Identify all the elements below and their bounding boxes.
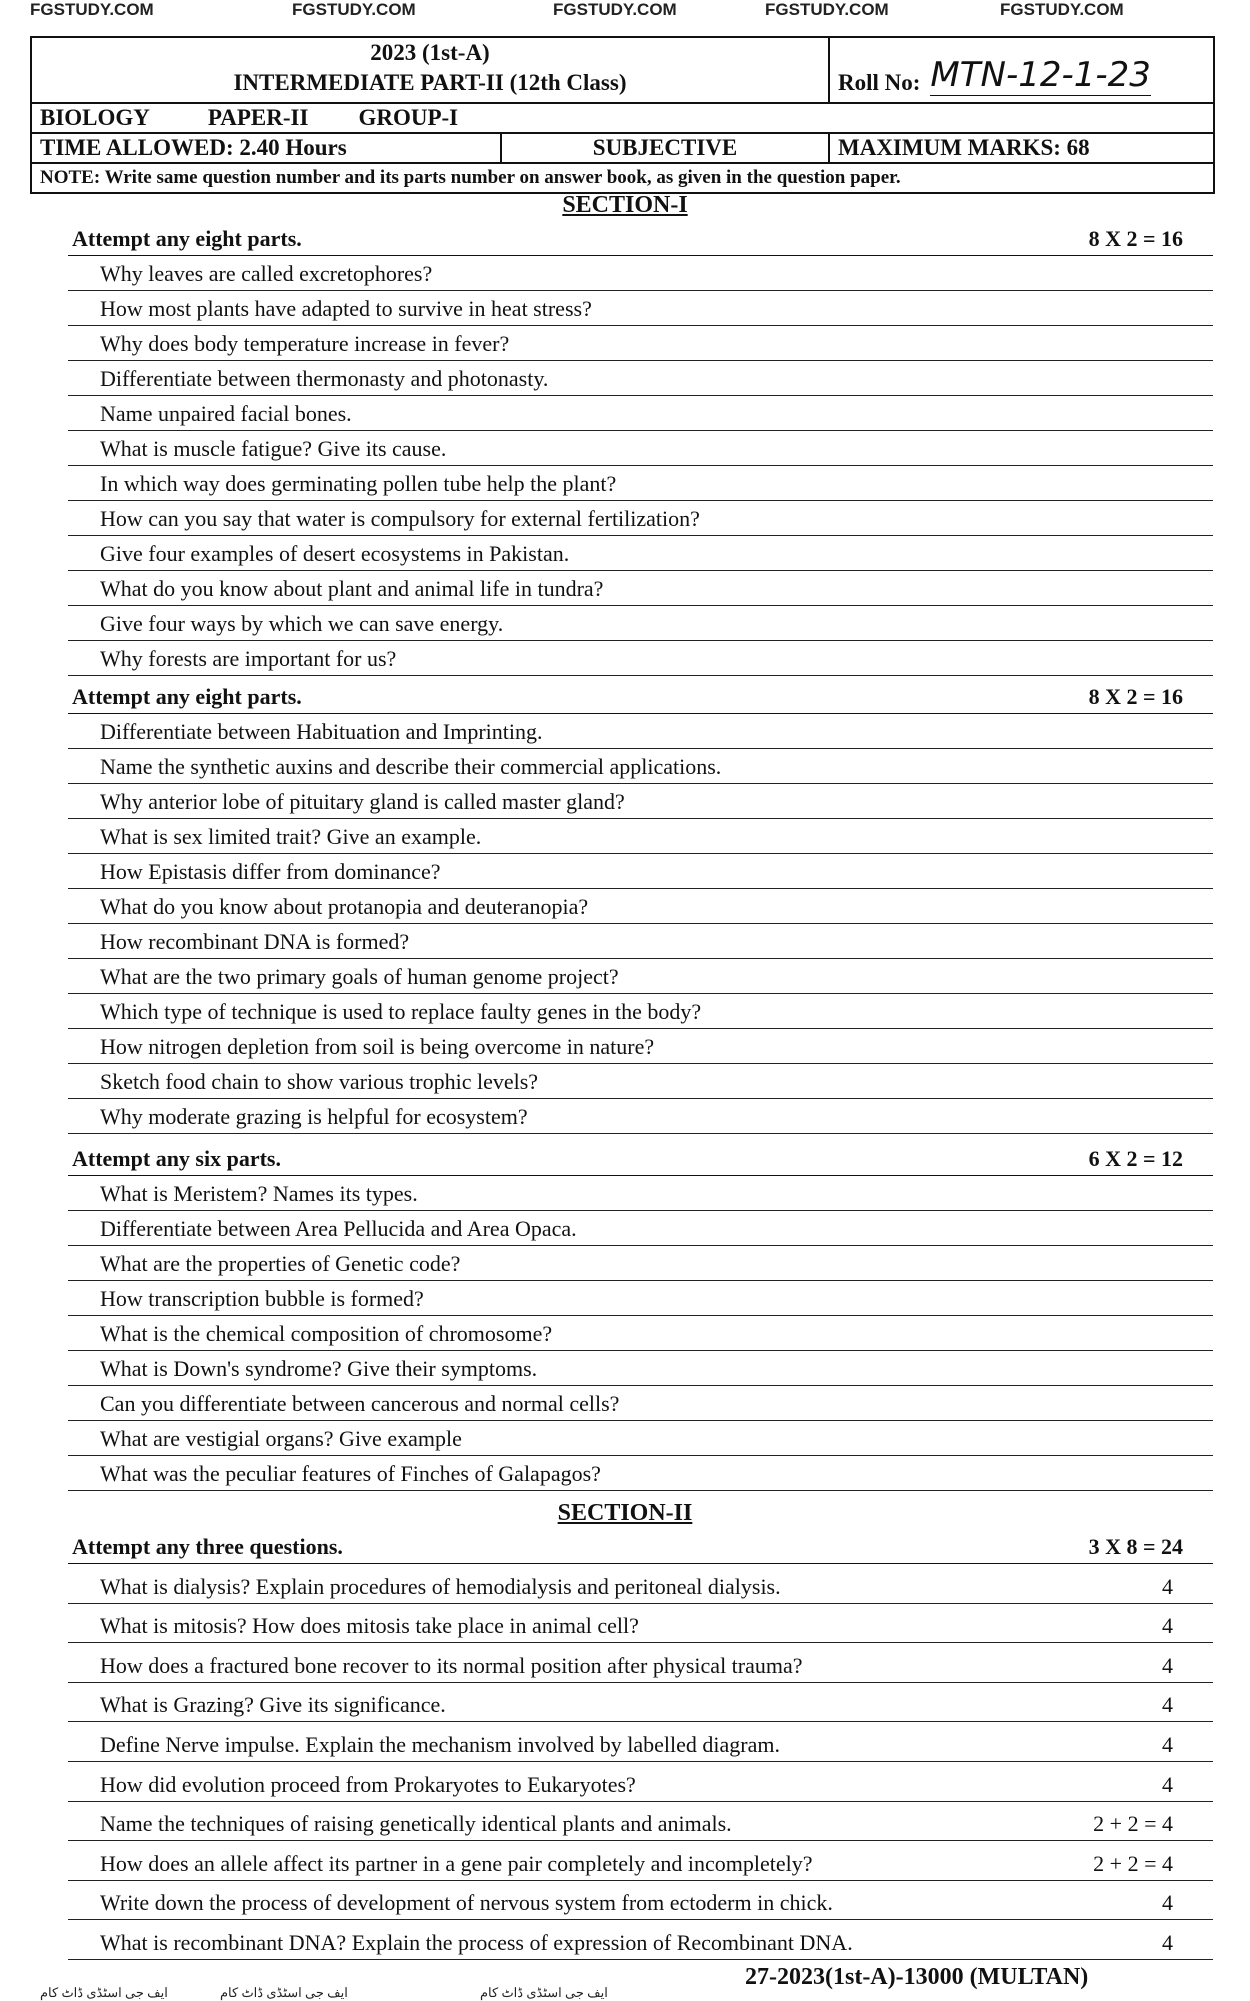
question-item xyxy=(68,396,1213,431)
question-text: How recombinant DNA is formed? xyxy=(100,929,410,954)
question-item xyxy=(68,959,1213,994)
question-item xyxy=(68,1029,1213,1064)
question-text: What is muscle fatigue? Give its cause. xyxy=(100,436,447,461)
question-item xyxy=(68,431,1213,466)
question-text: How Epistasis differ from dominance? xyxy=(100,859,441,884)
question-marks: 4 xyxy=(1162,1890,1173,1916)
question-text: Can you differentiate between cancerous and normal cells? xyxy=(100,1391,620,1416)
question-marks: 4 xyxy=(1162,1771,1173,1797)
watermark: FGSTUDY.COM xyxy=(765,0,889,19)
question-item xyxy=(68,1176,1213,1211)
watermark: FGSTUDY.COM xyxy=(1000,0,1124,19)
marks: 8 X 2 = 16 xyxy=(1088,683,1183,709)
question-item xyxy=(68,1351,1213,1386)
time-allowed: TIME ALLOWED: 2.40 Hours xyxy=(32,133,502,163)
question-item xyxy=(68,1099,1213,1134)
question-text: In which way does germinating pollen tube help the plant? xyxy=(100,471,617,496)
question-text: Give four examples of desert ecosystems in Pakistan. xyxy=(100,541,570,566)
question-item xyxy=(68,1064,1213,1099)
question-marks: 2 + 2 = 4 xyxy=(1093,1811,1173,1837)
question-text: How does a fractured bone recover to its normal position after physical trauma? xyxy=(100,1652,803,1678)
urdu-watermark: ایف جی اسٹڈی ڈاٹ کام xyxy=(40,1985,168,2000)
marks: 3 X 8 = 24 xyxy=(1088,1533,1183,1559)
urdu-watermark: ایف جی اسٹڈی ڈاٹ کام xyxy=(220,1985,348,2000)
question-item xyxy=(68,1246,1213,1281)
question-text: Differentiate between Area Pellucida and Area Opaca. xyxy=(100,1216,577,1241)
question-item xyxy=(68,1841,1213,1881)
question-item xyxy=(68,924,1213,959)
question-marks: 4 xyxy=(1162,1692,1173,1718)
question-item xyxy=(68,1683,1213,1723)
question-item xyxy=(68,1386,1213,1421)
urdu-watermark: ایف جی اسٹڈی ڈاٹ کام xyxy=(480,1985,608,2000)
question-text: What is dialysis? Explain procedures of hemodialysis and peritoneal dialysis. xyxy=(100,1573,781,1599)
question-text: Define Nerve impulse. Explain the mechanism involved by labelled diagram. xyxy=(100,1731,780,1757)
question-text: What is mitosis? How does mitosis take place in animal cell? xyxy=(100,1613,639,1639)
note: NOTE: Write same question number and its parts number on answer book, as given in the question paper. xyxy=(40,167,901,188)
question-item xyxy=(68,641,1213,676)
marks: 6 X 2 = 12 xyxy=(1088,1145,1183,1171)
question-text: Name the techniques of raising genetically identical plants and animals. xyxy=(100,1811,732,1837)
paper-type: SUBJECTIVE xyxy=(502,133,830,163)
question-text: What is Grazing? Give its significance. xyxy=(100,1692,446,1718)
question-text: Differentiate between Habituation and Imprinting. xyxy=(100,719,543,744)
question-text: Give four ways by which we can save energy. xyxy=(100,611,504,636)
question-item xyxy=(68,749,1213,784)
question-item xyxy=(68,889,1213,924)
question-text: Sketch food chain to show various trophic levels? xyxy=(100,1069,539,1094)
question-text: Name unpaired facial bones. xyxy=(100,401,352,426)
group: GROUP-I xyxy=(358,105,459,130)
question-text: Differentiate between thermonasty and photonasty. xyxy=(100,366,549,391)
instruction: Attempt any eight parts. xyxy=(72,683,302,709)
question-item xyxy=(68,1643,1213,1683)
question-item xyxy=(68,571,1213,606)
question-text: Name the synthetic auxins and describe their commercial applications. xyxy=(100,754,722,779)
question-item xyxy=(68,1564,1213,1604)
question-text: How transcription bubble is formed? xyxy=(100,1286,424,1311)
question-text: Write down the process of development of nervous system from ectoderm in chick. xyxy=(100,1890,833,1916)
instruction: Attempt any three questions. xyxy=(72,1533,343,1559)
question-marks: 4 xyxy=(1162,1613,1173,1639)
exam-year: 2023 (1st-A) xyxy=(370,40,490,65)
question-item xyxy=(68,1421,1213,1456)
section-1-title: SECTION-I xyxy=(562,192,688,218)
question-text: Why leaves are called excretophores? xyxy=(100,261,433,286)
question-text: What are the two primary goals of human genome project? xyxy=(100,964,619,989)
question-item xyxy=(68,819,1213,854)
question-item xyxy=(68,256,1213,291)
paper-code: 27-2023(1st-A)-13000 (MULTAN) xyxy=(745,1964,1089,1990)
exam-title: INTERMEDIATE PART-II (12th Class) xyxy=(233,70,627,95)
paper-header xyxy=(30,36,1215,194)
question-text: Why moderate grazing is helpful for ecosystem? xyxy=(100,1104,528,1129)
section-2-title: SECTION-II xyxy=(557,1500,693,1526)
question-text: How does an allele affect its partner in a gene pair completely and incompletely? xyxy=(100,1850,813,1876)
question-item xyxy=(68,1881,1213,1921)
question-item xyxy=(68,1722,1213,1762)
question-marks: 4 xyxy=(1162,1573,1173,1599)
question-text: What is sex limited trait? Give an example. xyxy=(100,824,482,849)
question-item xyxy=(68,1920,1213,1960)
question-item xyxy=(68,1211,1213,1246)
question-marks: 4 xyxy=(1162,1731,1173,1757)
question-text: What are the properties of Genetic code? xyxy=(100,1251,461,1276)
question-item xyxy=(68,714,1213,749)
paper: PAPER-II xyxy=(207,105,309,130)
question-text: How nitrogen depletion from soil is being overcome in nature? xyxy=(100,1034,655,1059)
question-text: What was the peculiar features of Finches of Galapagos? xyxy=(100,1461,601,1486)
question-item xyxy=(68,854,1213,889)
instruction: Attempt any six parts. xyxy=(72,1145,281,1171)
section-2-questions xyxy=(68,1530,1213,1960)
watermark: FGSTUDY.COM xyxy=(553,0,677,19)
question-text: What is the chemical composition of chromosome? xyxy=(100,1321,553,1346)
marks: 8 X 2 = 16 xyxy=(1088,225,1183,251)
watermark: FGSTUDY.COM xyxy=(292,0,416,19)
question-marks: 4 xyxy=(1162,1652,1173,1678)
question-2 xyxy=(68,222,1213,676)
question-text: What is Down's syndrome? Give their symptoms. xyxy=(100,1356,538,1381)
maximum-marks: MAXIMUM MARKS: 68 xyxy=(838,135,1090,160)
question-item xyxy=(68,361,1213,396)
roll-number: MTN-12-1-23 xyxy=(930,55,1151,95)
question-text: How did evolution proceed from Prokaryotes to Eukaryotes? xyxy=(100,1771,636,1797)
question-item xyxy=(68,606,1213,641)
question-item xyxy=(68,784,1213,819)
question-item xyxy=(68,1281,1213,1316)
question-item xyxy=(68,536,1213,571)
question-item xyxy=(68,466,1213,501)
question-item xyxy=(68,1802,1213,1842)
question-item xyxy=(68,1316,1213,1351)
question-marks: 4 xyxy=(1162,1929,1173,1955)
question-4 xyxy=(68,1142,1213,1491)
question-text: What is recombinant DNA? Explain the process of expression of Recombinant DNA. xyxy=(100,1929,853,1955)
question-text: How can you say that water is compulsory for external fertilization? xyxy=(100,506,700,531)
question-item xyxy=(68,994,1213,1029)
question-marks: 2 + 2 = 4 xyxy=(1093,1850,1173,1876)
watermark: FGSTUDY.COM xyxy=(30,0,154,19)
roll-label: Roll No: xyxy=(838,70,921,95)
question-text: How most plants have adapted to survive in heat stress? xyxy=(100,296,592,321)
question-item xyxy=(68,326,1213,361)
question-text: Why anterior lobe of pituitary gland is called master gland? xyxy=(100,789,625,814)
question-text: What do you know about plant and animal life in tundra? xyxy=(100,576,604,601)
question-text: Why forests are important for us? xyxy=(100,646,397,671)
instruction: Attempt any eight parts. xyxy=(72,225,302,251)
question-item xyxy=(68,501,1213,536)
subject: BIOLOGY xyxy=(40,105,150,130)
question-item xyxy=(68,291,1213,326)
question-text: What is Meristem? Names its types. xyxy=(100,1181,418,1206)
question-item xyxy=(68,1604,1213,1644)
question-text: Which type of technique is used to replace faulty genes in the body? xyxy=(100,999,702,1024)
question-item xyxy=(68,1762,1213,1802)
question-text: What do you know about protanopia and deuteranopia? xyxy=(100,894,589,919)
question-text: What are vestigial organs? Give example xyxy=(100,1426,462,1451)
question-item xyxy=(68,1456,1213,1491)
question-3 xyxy=(68,680,1213,1134)
question-text: Why does body temperature increase in fever? xyxy=(100,331,510,356)
